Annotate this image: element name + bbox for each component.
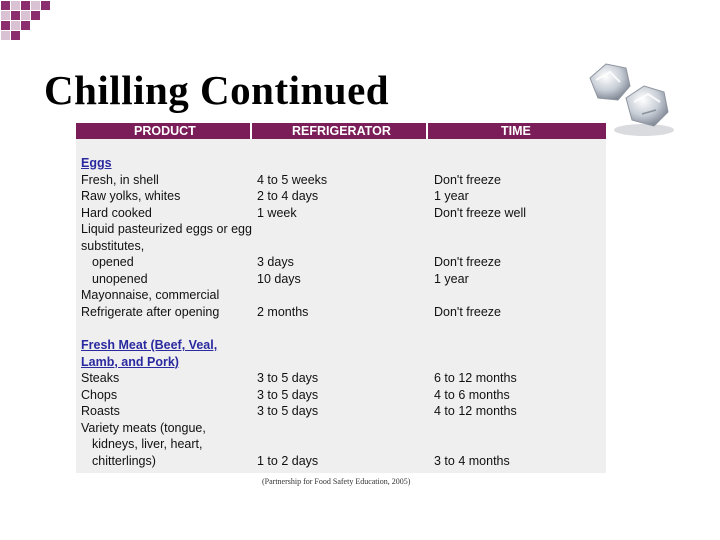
table-row bbox=[76, 222, 606, 238]
header-divider bbox=[250, 123, 252, 139]
table-row bbox=[76, 388, 606, 404]
cell-time: 1 year bbox=[434, 189, 469, 204]
cell-time: Don't freeze bbox=[434, 255, 502, 270]
cell-refrigerator: 3 days bbox=[257, 255, 294, 270]
cell-time: Don't freeze bbox=[434, 172, 502, 187]
header-refrigerator: REFRIGERATOR bbox=[292, 124, 391, 138]
cell-time: 6 to 12 months bbox=[434, 371, 517, 386]
table-row bbox=[76, 404, 606, 420]
cell-time: 4 to 12 months bbox=[434, 404, 517, 419]
cell-product: opened bbox=[92, 255, 134, 270]
header-divider bbox=[426, 123, 428, 139]
cell-product: Variety meats (tongue, bbox=[81, 420, 206, 435]
table-row bbox=[76, 189, 606, 205]
cell-refrigerator: 1 week bbox=[257, 205, 297, 220]
table-row bbox=[76, 371, 606, 387]
cell-time: 3 to 4 months bbox=[434, 453, 510, 468]
cell-product: Mayonnaise, commercial bbox=[81, 288, 220, 303]
header-time: TIME bbox=[501, 124, 531, 138]
table-row bbox=[76, 437, 606, 453]
cell-product: Fresh Meat (Beef, Veal, bbox=[81, 338, 218, 353]
table-row bbox=[76, 454, 606, 470]
cell-product: Refrigerate after opening bbox=[81, 304, 220, 319]
cell-product: unopened bbox=[92, 271, 148, 286]
cell-product: Chops bbox=[81, 387, 118, 402]
cell-time: 1 year bbox=[434, 271, 469, 286]
table-header bbox=[76, 123, 606, 139]
table-row bbox=[76, 272, 606, 288]
cell-refrigerator: 3 to 5 days bbox=[257, 404, 319, 419]
cell-refrigerator: 1 to 2 days bbox=[257, 453, 319, 468]
table-row bbox=[76, 255, 606, 271]
cell-product: Steaks bbox=[81, 371, 120, 386]
cell-product: Eggs bbox=[81, 156, 112, 170]
cell-product: Roasts bbox=[81, 404, 120, 419]
category-row bbox=[76, 156, 606, 172]
table-row bbox=[76, 421, 606, 437]
checker-squares-icon bbox=[0, 0, 60, 44]
cell-product: substitutes, bbox=[81, 238, 145, 253]
table-row bbox=[76, 239, 606, 255]
cell-product: kidneys, liver, heart, bbox=[92, 437, 203, 452]
table-row bbox=[76, 288, 606, 304]
header-product: PRODUCT bbox=[134, 124, 196, 138]
table-row bbox=[76, 206, 606, 222]
cell-refrigerator: 4 to 5 weeks bbox=[257, 172, 328, 187]
cell-refrigerator: 3 to 5 days bbox=[257, 371, 319, 386]
cell-time: 4 to 6 months bbox=[434, 387, 510, 402]
cell-refrigerator: 2 to 4 days bbox=[257, 189, 319, 204]
cell-product: Hard cooked bbox=[81, 205, 152, 220]
cell-product: Raw yolks, whites bbox=[81, 189, 181, 204]
table-row bbox=[76, 173, 606, 189]
cell-refrigerator: 2 months bbox=[257, 304, 309, 319]
category-row bbox=[76, 355, 606, 371]
citation: (Partnership for Food Safety Education, 2005) bbox=[262, 477, 411, 486]
table-row bbox=[76, 305, 606, 321]
cell-product: chitterlings) bbox=[92, 453, 156, 468]
table-row bbox=[76, 322, 606, 338]
cell-product: Lamb, and Pork) bbox=[81, 354, 179, 369]
cell-refrigerator: 3 to 5 days bbox=[257, 387, 319, 402]
cell-refrigerator: 10 days bbox=[257, 271, 301, 286]
category-row bbox=[76, 338, 606, 354]
cell-product: Liquid pasteurized eggs or egg bbox=[81, 222, 252, 237]
food-storage-table bbox=[76, 123, 606, 473]
cell-product: Fresh, in shell bbox=[81, 172, 159, 187]
slide-title: Chilling Continued bbox=[44, 67, 390, 113]
cell-time: Don't freeze bbox=[434, 304, 502, 319]
cell-time: Don't freeze well bbox=[434, 205, 527, 220]
